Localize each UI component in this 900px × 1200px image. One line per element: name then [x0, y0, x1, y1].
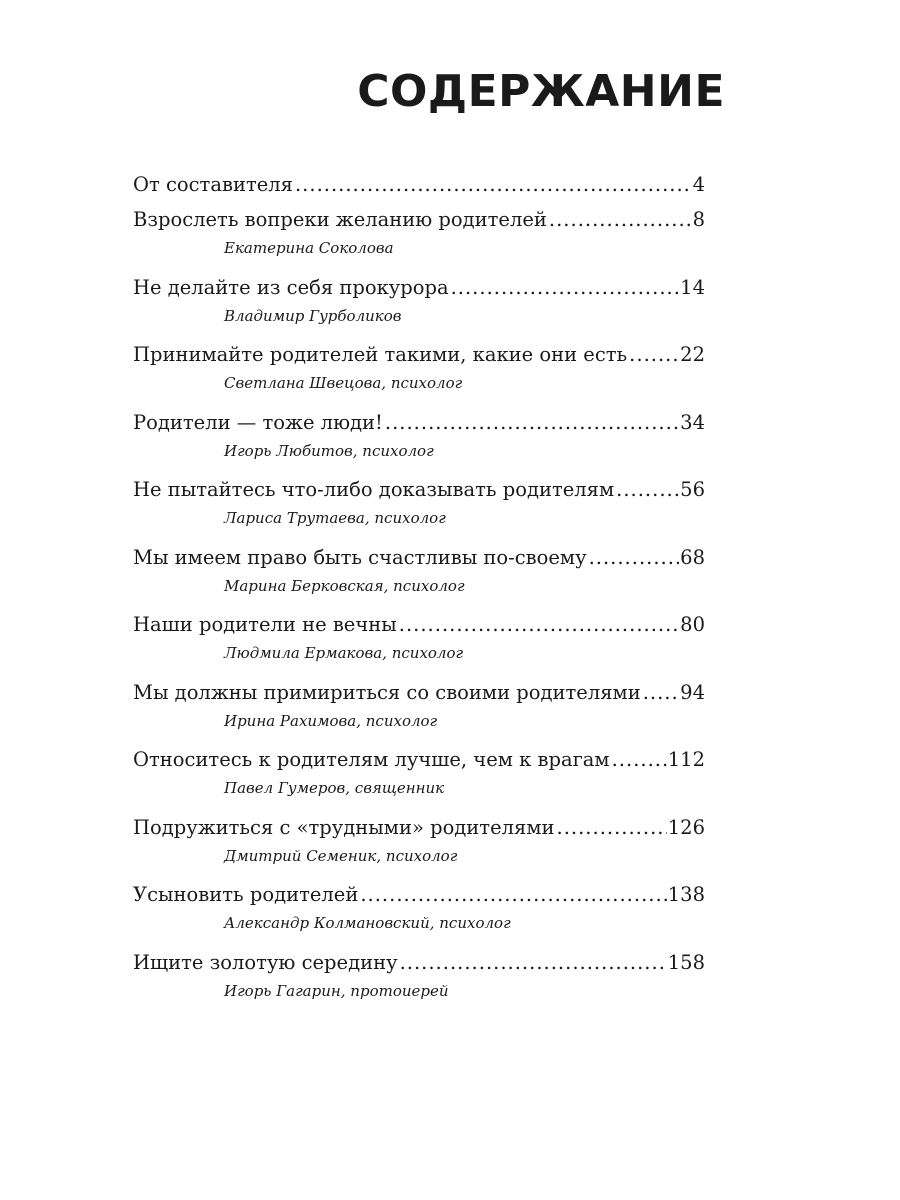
leader-dots	[643, 678, 679, 708]
toc-entry-title: Мы имеем право быть счастливы по-своему	[133, 545, 587, 569]
toc-entry-author: Александр Колмановский, психолог	[224, 914, 511, 932]
page-title: СОДЕРЖАНИЕ	[357, 66, 725, 117]
toc-entry-title: Взрослеть вопреки желанию родителей	[133, 208, 547, 231]
leader-dots	[549, 205, 692, 235]
toc-entry-author: Светлана Швецова, психолог	[224, 374, 463, 392]
leader-dots	[360, 880, 666, 910]
toc-entry-page: 8	[692, 208, 705, 231]
toc-entry-title: Родители — тоже люди!	[133, 410, 383, 434]
toc-line	[133, 340, 705, 370]
toc-entry-author: Владимир Гурболиков	[224, 306, 402, 325]
toc-entry-author: Дмитрий Семеник, психолог	[224, 846, 458, 865]
leader-dots	[616, 475, 679, 505]
toc-line	[133, 948, 705, 978]
toc-entry-title: Не пытайтесь что-либо доказывать родителям	[133, 478, 615, 501]
toc-line	[133, 745, 705, 775]
toc-entry[interactable]	[133, 273, 705, 341]
toc-entry-page: 158	[667, 950, 705, 974]
toc-entry-title: Относитесь к родителям лучше, чем к врагам	[133, 748, 610, 771]
toc-entry[interactable]	[133, 678, 705, 746]
toc-line	[133, 610, 705, 640]
toc-line	[133, 475, 705, 505]
toc-entry-page: 34	[680, 410, 705, 434]
leader-dots	[557, 813, 667, 843]
toc-entry[interactable]	[133, 745, 705, 813]
toc-entry[interactable]	[133, 543, 705, 611]
toc-entry-author: Павел Гумеров, священник	[224, 779, 445, 797]
toc-entry-page: 126	[667, 815, 705, 839]
toc-entry[interactable]	[133, 880, 705, 948]
toc-line	[133, 880, 705, 910]
toc-entry-title: Ищите золотую середину	[133, 950, 398, 974]
toc-entry[interactable]	[133, 475, 705, 543]
leader-dots	[589, 543, 680, 573]
toc-entry-title: Усыновить родителей	[133, 883, 359, 906]
toc-entry-author: Ирина Рахимова, психолог	[224, 711, 438, 730]
toc-entry-page: 56	[680, 478, 705, 501]
toc-entry[interactable]	[133, 948, 705, 1016]
toc-entry-title: Подружиться с «трудными» родителями	[133, 815, 555, 839]
leader-dots	[399, 610, 679, 640]
toc-entry-author: Марина Берковская, психолог	[224, 576, 465, 595]
leader-dots	[612, 745, 667, 775]
toc-entry-author: Игорь Любитов, психолог	[224, 441, 434, 460]
toc-entry-title: Мы должны примириться со своими родителями	[133, 680, 641, 704]
table-of-contents	[133, 170, 705, 1015]
toc-entry-page: 14	[680, 275, 705, 299]
toc-line	[133, 408, 705, 438]
toc-line	[133, 813, 705, 843]
toc-entry-title: Принимайте родителей такими, какие они есть	[133, 343, 628, 366]
toc-entry-title: От составителя	[133, 173, 293, 196]
toc-entry[interactable]	[133, 813, 705, 881]
leader-dots	[385, 408, 679, 438]
toc-entry-page: 4	[692, 173, 705, 196]
toc-entry-author: Лариса Трутаева, психолог	[224, 509, 446, 527]
leader-dots	[451, 273, 680, 303]
toc-line	[133, 678, 705, 708]
toc-entry-author: Екатерина Соколова	[224, 239, 394, 257]
toc-entry[interactable]	[133, 610, 705, 678]
leader-dots	[295, 170, 692, 200]
toc-entry[interactable]	[133, 205, 705, 273]
toc-line	[133, 543, 705, 573]
toc-line	[133, 170, 705, 200]
toc-entry-author: Игорь Гагарин, протоиерей	[224, 981, 449, 1000]
toc-entry-title: Не делайте из себя прокурора	[133, 275, 449, 299]
toc-entry-author: Людмила Ермакова, психолог	[224, 644, 464, 662]
toc-line	[133, 273, 705, 303]
toc-entry-page: 80	[680, 613, 705, 636]
toc-entry-page: 138	[667, 883, 705, 906]
toc-entry-page: 22	[680, 343, 705, 366]
leader-dots	[629, 340, 679, 370]
leader-dots	[400, 948, 667, 978]
toc-entry-title: Наши родители не вечны	[133, 613, 397, 636]
toc-entry[interactable]	[133, 408, 705, 476]
toc-entry[interactable]	[133, 340, 705, 408]
toc-entry-page: 112	[667, 748, 705, 771]
toc-entry-page: 68	[680, 545, 705, 569]
toc-entry-page: 94	[680, 680, 705, 704]
toc-entry[interactable]	[133, 170, 705, 205]
toc-line	[133, 205, 705, 235]
